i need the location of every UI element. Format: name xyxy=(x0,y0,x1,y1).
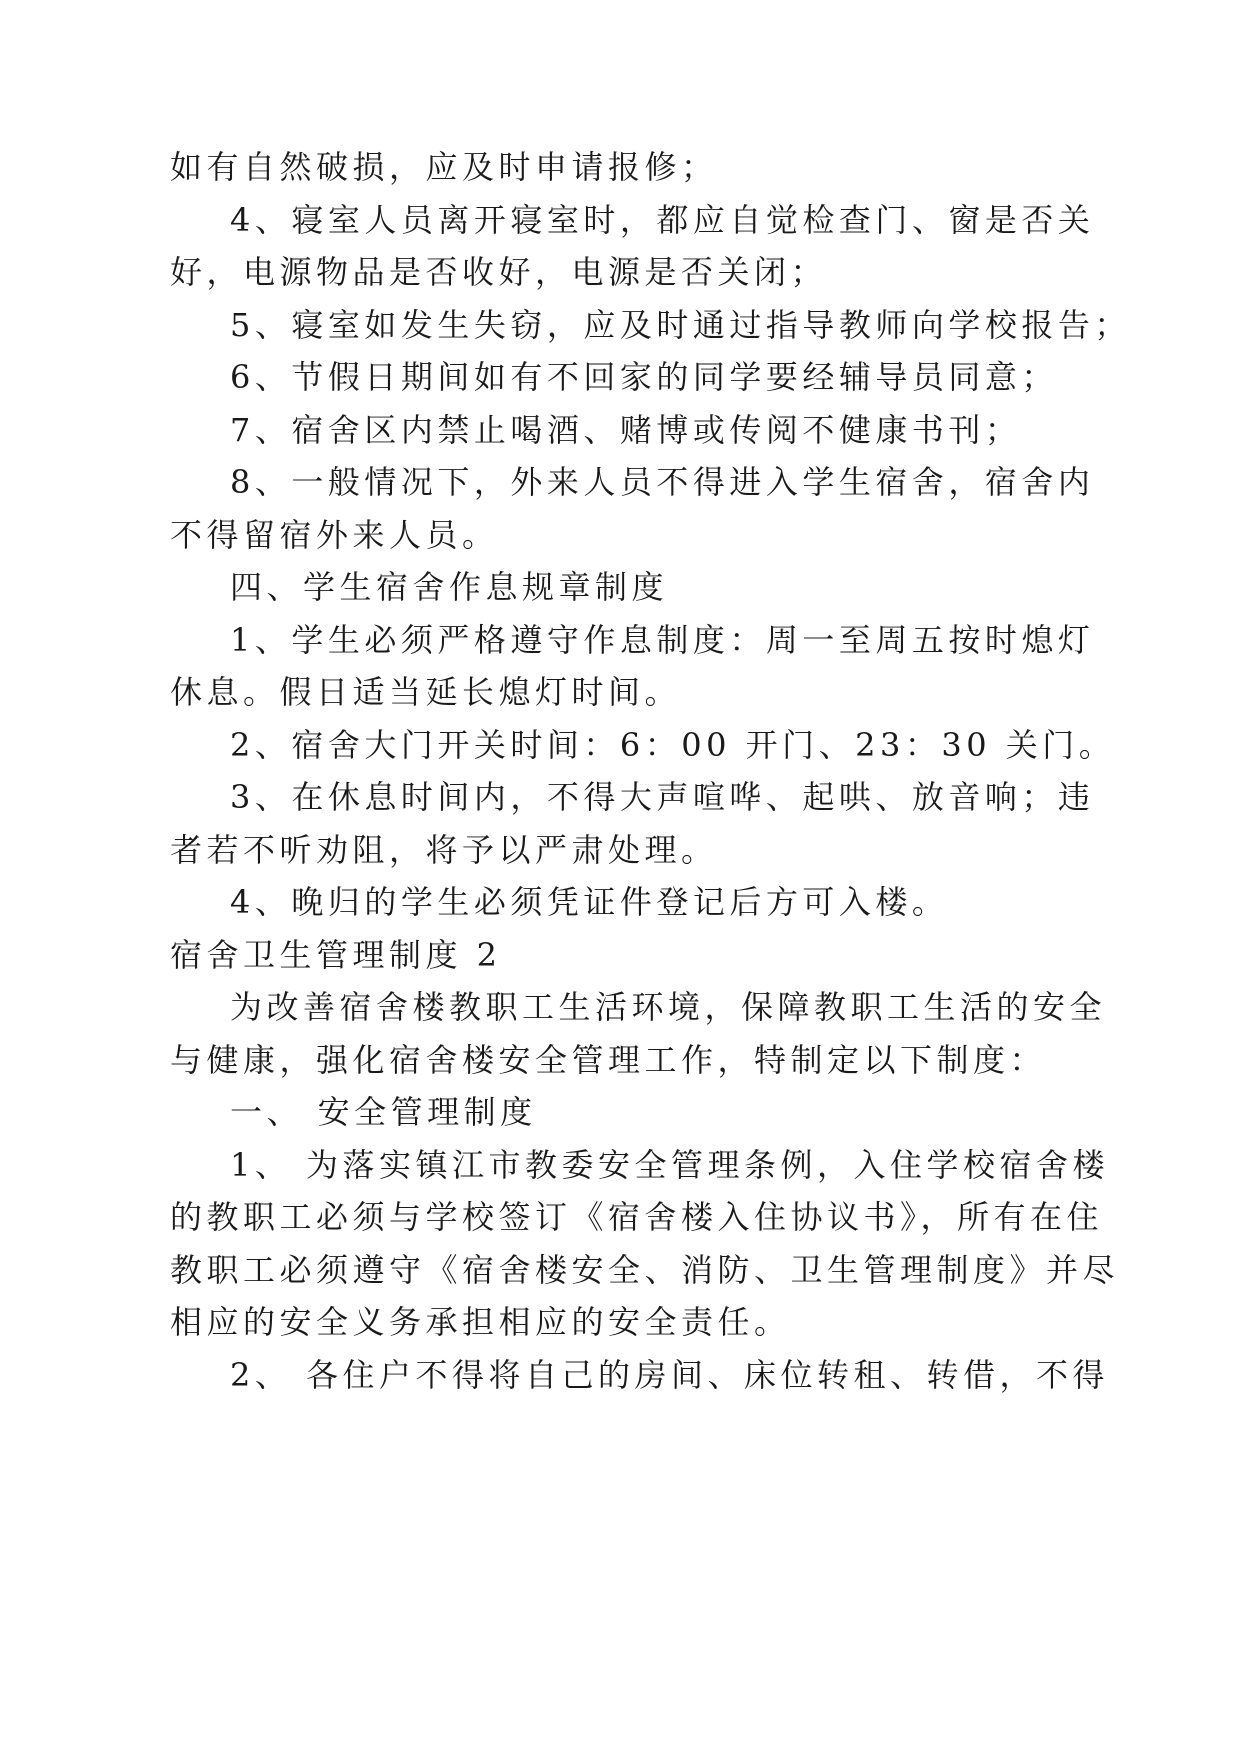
text-line: 1、学生必须严格遵守作息制度：周一至周五按时熄灯 xyxy=(230,621,1095,659)
text-line: 2、宿舍大门开关时间：6：00 开门、23：30 关门。 xyxy=(230,726,1116,764)
text-line: 3、在休息时间内，不得大声喧哗、起哄、放音响；违 xyxy=(230,778,1095,816)
text-line: 者若不听劝阻，将予以严肃处理。 xyxy=(170,831,718,869)
text-line: 4、晚归的学生必须凭证件登记后方可入楼。 xyxy=(230,883,949,921)
text-line: 8、一般情况下，外来人员不得进入学生宿舍，宿舍内 xyxy=(230,463,1095,501)
text-line: 教职工必须遵守《宿舍楼安全、消防、卫生管理制度》并尽 xyxy=(170,1251,1120,1289)
text-line: 与健康，强化宿舍楼安全管理工作，特制定以下制度： xyxy=(170,1041,1047,1079)
text-line: 好，电源物品是否收好，电源是否关闭； xyxy=(170,253,828,291)
text-line: 如有自然破损，应及时申请报修； xyxy=(170,148,718,186)
text-line: 5、寝室如发生失窃，应及时通过指导教师向学校报告； xyxy=(230,306,1131,344)
document-title: 宿舍卫生管理制度 2 xyxy=(170,936,502,974)
text-line: 1、 为落实镇江市教委安全管理条例，入住学校宿舍楼 xyxy=(230,1146,1110,1184)
text-line: 2、 各住户不得将自己的房间、床位转租、转借，不得 xyxy=(230,1356,1110,1394)
text-line: 休息。假日适当延长熄灯时间。 xyxy=(170,673,682,711)
text-line: 不得留宿外来人员。 xyxy=(170,516,499,554)
section-heading: 一、 安全管理制度 xyxy=(230,1093,537,1131)
text-line: 相应的安全义务承担相应的安全责任。 xyxy=(170,1303,791,1341)
text-line: 为改善宿舍楼教职工生活环境，保障教职工生活的安全 xyxy=(230,988,1107,1026)
text-line: 的教职工必须与学校签订《宿舍楼入住协议书》，所有在住 xyxy=(170,1198,1104,1236)
text-line: 4、寝室人员离开寝室时，都应自觉检查门、窗是否关 xyxy=(230,201,1095,239)
text-line: 6、节假日期间如有不回家的同学要经辅导员同意； xyxy=(230,358,1058,396)
section-heading: 四、学生宿舍作息规章制度 xyxy=(230,568,669,606)
text-line: 7、宿舍区内禁止喝酒、赌博或传阅不健康书刊； xyxy=(230,411,1022,449)
